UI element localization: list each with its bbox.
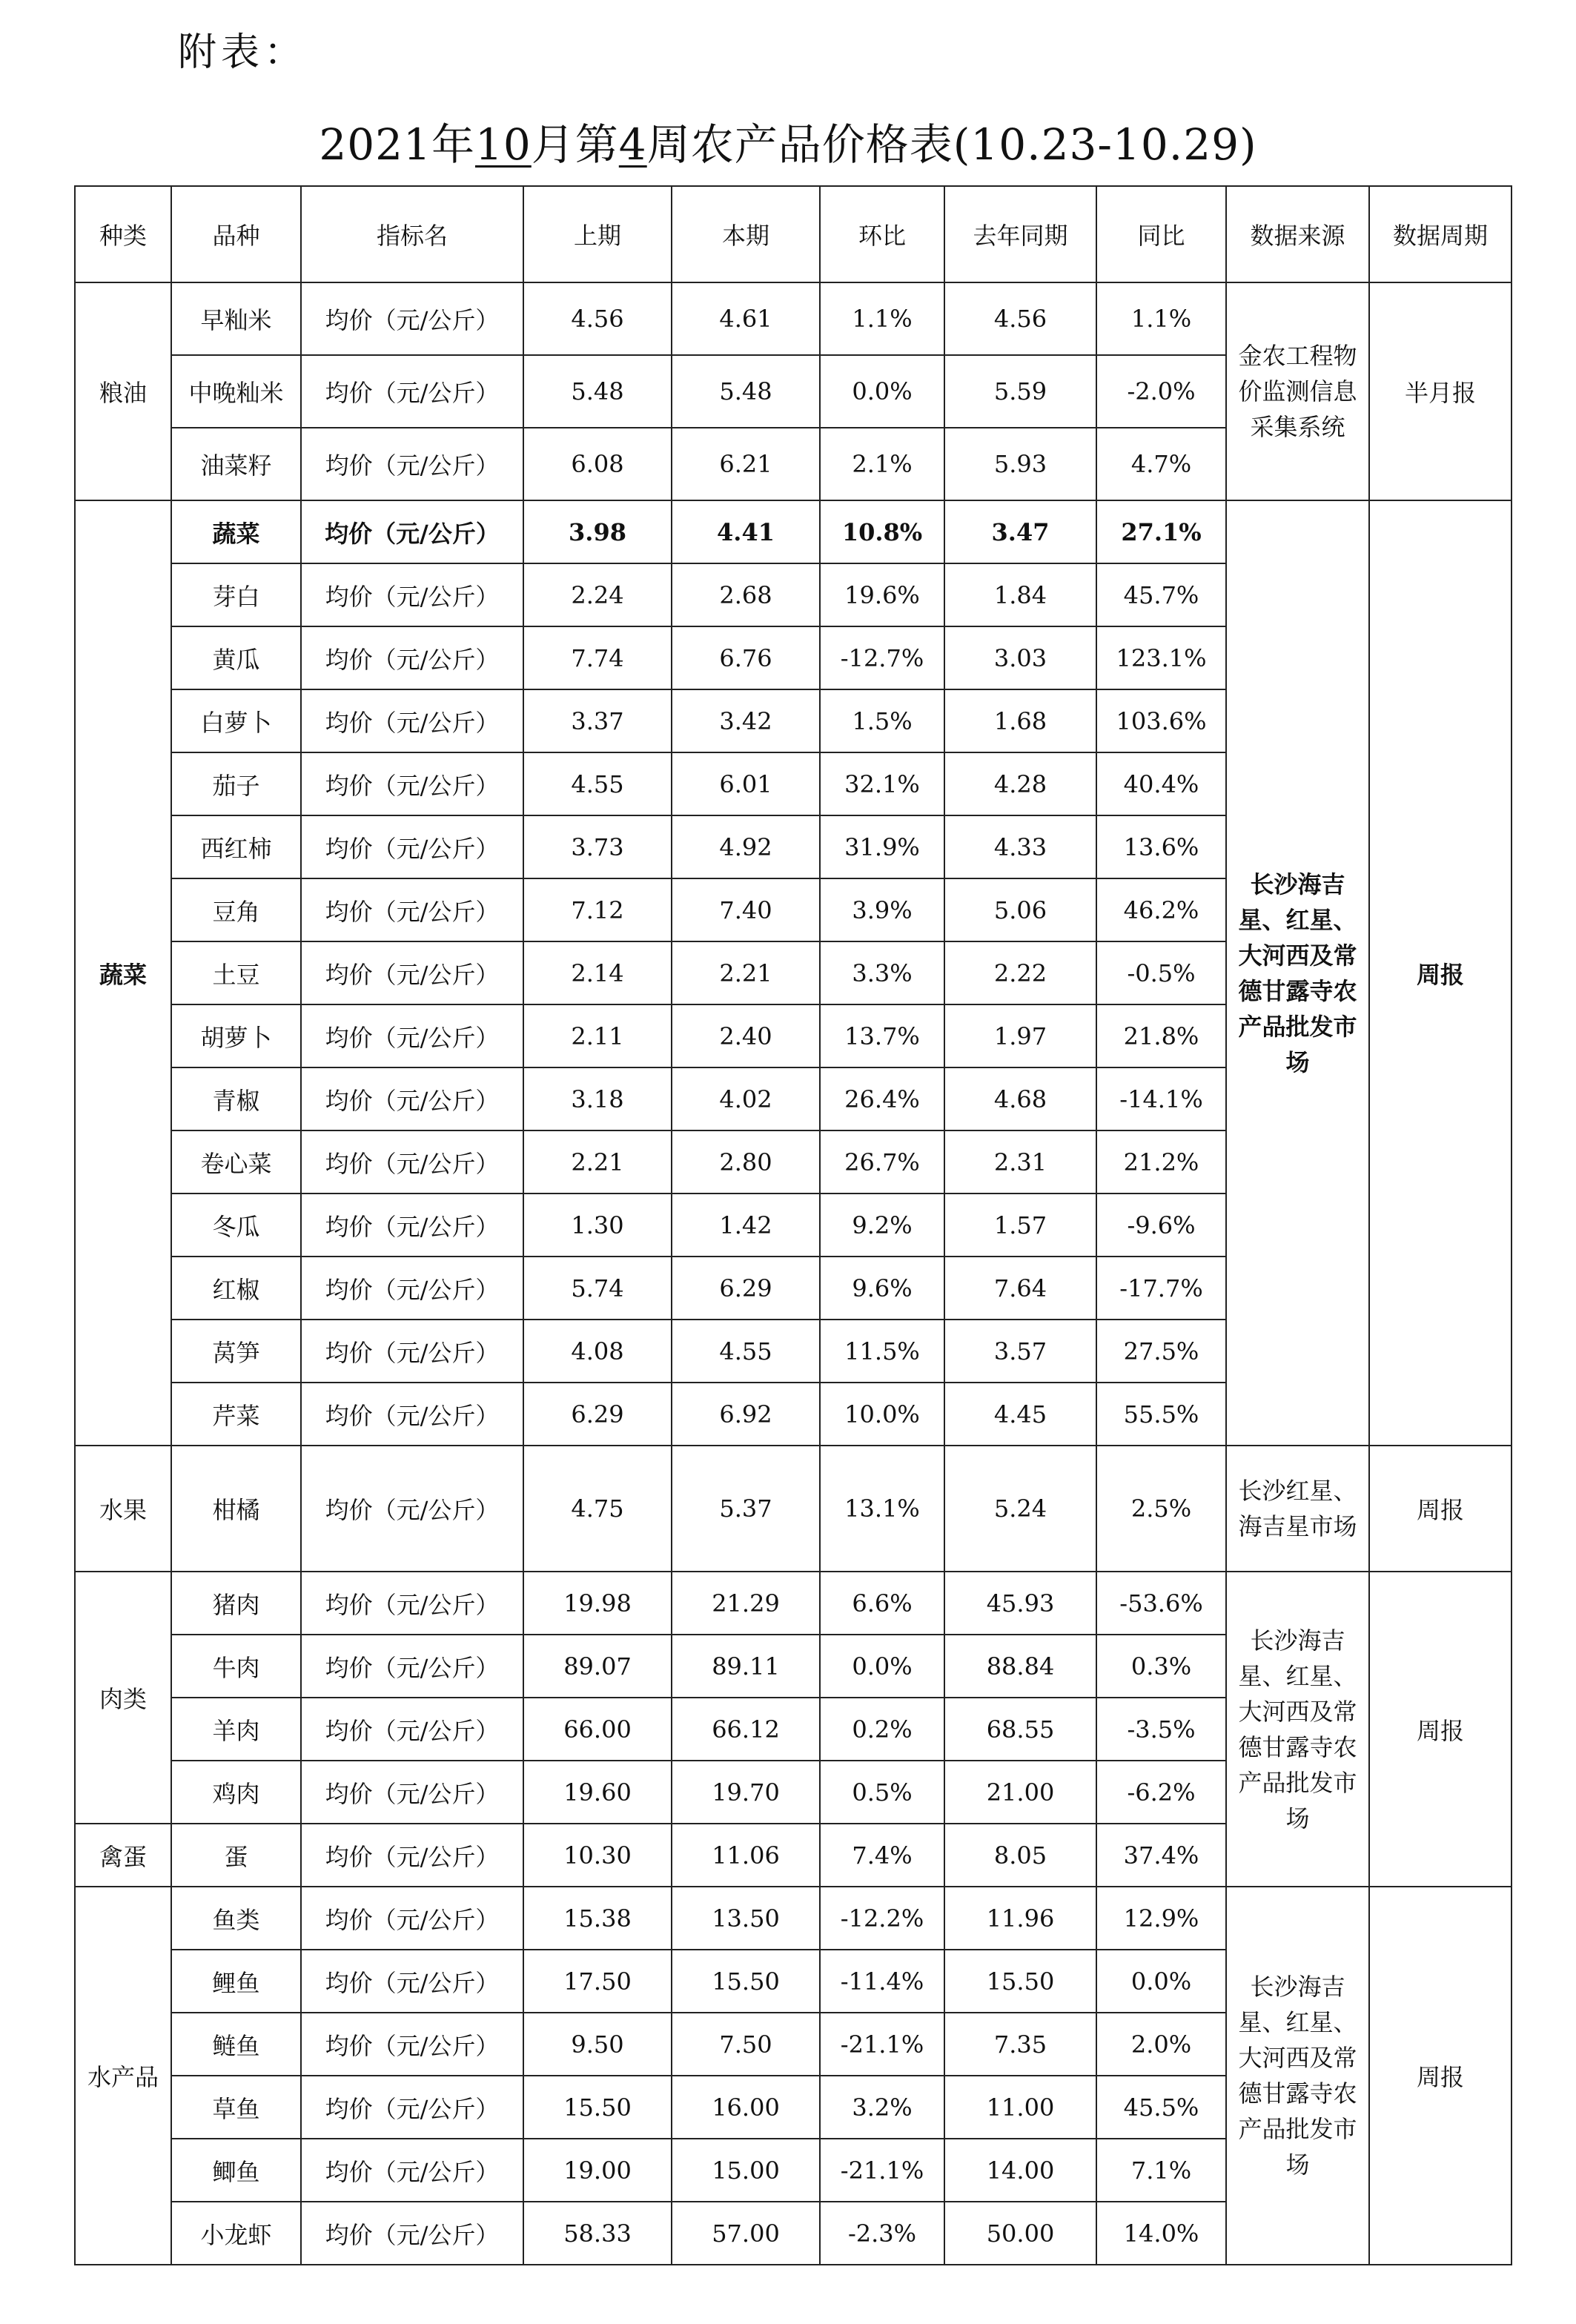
prev-cell: 2.24 — [523, 563, 672, 626]
last-year-cell: 3.47 — [944, 500, 1096, 563]
variety-cell: 柑橘 — [171, 1446, 301, 1572]
period-cell: 周报 — [1369, 500, 1512, 1446]
variety-cell: 早籼米 — [171, 282, 301, 355]
curr-cell: 6.92 — [672, 1383, 820, 1446]
last-year-cell: 4.28 — [944, 752, 1096, 815]
curr-cell: 6.21 — [672, 428, 820, 500]
mom-cell: 9.6% — [820, 1257, 944, 1320]
curr-cell: 7.50 — [672, 2013, 820, 2076]
variety-cell: 草鱼 — [171, 2076, 301, 2139]
prev-cell: 7.74 — [523, 626, 672, 689]
price-table — [74, 185, 1512, 2265]
prev-cell: 3.18 — [523, 1067, 672, 1130]
header-curr: 本期 — [672, 186, 820, 282]
variety-cell: 红椒 — [171, 1257, 301, 1320]
yoy-cell: -14.1% — [1096, 1067, 1226, 1130]
header-period: 数据周期 — [1369, 186, 1512, 282]
table-row — [75, 500, 1512, 563]
variety-cell: 鲤鱼 — [171, 1950, 301, 2013]
indicator-cell: 均价（元/公斤） — [301, 2139, 523, 2202]
curr-cell: 4.41 — [672, 500, 820, 563]
source-cell: 长沙红星、海吉星市场 — [1226, 1446, 1369, 1572]
last-year-cell: 3.03 — [944, 626, 1096, 689]
indicator-cell: 均价（元/公斤） — [301, 1320, 523, 1383]
mom-cell: 1.1% — [820, 282, 944, 355]
curr-cell: 3.42 — [672, 689, 820, 752]
yoy-cell: -0.5% — [1096, 941, 1226, 1004]
variety-cell: 莴笋 — [171, 1320, 301, 1383]
indicator-cell: 均价（元/公斤） — [301, 689, 523, 752]
prev-cell: 2.14 — [523, 941, 672, 1004]
variety-cell: 茄子 — [171, 752, 301, 815]
title-year-suffix: 年 — [431, 119, 475, 170]
yoy-cell: 12.9% — [1096, 1887, 1226, 1950]
last-year-cell: 5.06 — [944, 878, 1096, 941]
curr-cell: 4.02 — [672, 1067, 820, 1130]
prev-cell: 15.50 — [523, 2076, 672, 2139]
curr-cell: 66.12 — [672, 1698, 820, 1761]
indicator-cell: 均价（元/公斤） — [301, 1257, 523, 1320]
yoy-cell: 0.0% — [1096, 1950, 1226, 2013]
curr-cell: 4.61 — [672, 282, 820, 355]
prev-cell: 6.08 — [523, 428, 672, 500]
mom-cell: 9.2% — [820, 1194, 944, 1257]
category-cell: 肉类 — [75, 1572, 171, 1824]
source-cell: 长沙海吉星、红星、大河西及常德甘露寺农产品批发市场 — [1226, 500, 1369, 1446]
yoy-cell: 2.5% — [1096, 1446, 1226, 1572]
prev-cell: 7.12 — [523, 878, 672, 941]
title-week: 4 — [618, 119, 647, 170]
variety-cell: 豆角 — [171, 878, 301, 941]
table-row — [75, 1446, 1512, 1572]
yoy-cell: -6.2% — [1096, 1761, 1226, 1824]
mom-cell: 13.1% — [820, 1446, 944, 1572]
last-year-cell: 1.84 — [944, 563, 1096, 626]
mom-cell: 0.0% — [820, 1635, 944, 1698]
header-variety: 品种 — [171, 186, 301, 282]
last-year-cell: 45.93 — [944, 1572, 1096, 1635]
mom-cell: 1.5% — [820, 689, 944, 752]
source-cell: 长沙海吉星、红星、大河西及常德甘露寺农产品批发市场 — [1226, 1572, 1369, 1887]
prev-cell: 5.48 — [523, 355, 672, 428]
last-year-cell: 4.33 — [944, 815, 1096, 878]
yoy-cell: 123.1% — [1096, 626, 1226, 689]
mom-cell: 32.1% — [820, 752, 944, 815]
curr-cell: 6.76 — [672, 626, 820, 689]
attachment-label: 附表： — [178, 30, 308, 75]
yoy-cell: 13.6% — [1096, 815, 1226, 878]
last-year-cell: 4.45 — [944, 1383, 1096, 1446]
yoy-cell: 4.7% — [1096, 428, 1226, 500]
prev-cell: 19.98 — [523, 1572, 672, 1635]
indicator-cell: 均价（元/公斤） — [301, 941, 523, 1004]
header-yoy: 同比 — [1096, 186, 1226, 282]
variety-cell: 鱼类 — [171, 1887, 301, 1950]
header-last-year: 去年同期 — [944, 186, 1096, 282]
curr-cell: 2.21 — [672, 941, 820, 1004]
last-year-cell: 4.68 — [944, 1067, 1096, 1130]
prev-cell: 5.74 — [523, 1257, 672, 1320]
title-month: 10 — [474, 119, 532, 170]
indicator-cell: 均价（元/公斤） — [301, 428, 523, 500]
indicator-cell: 均价（元/公斤） — [301, 1194, 523, 1257]
variety-cell: 西红柿 — [171, 815, 301, 878]
prev-cell: 4.75 — [523, 1446, 672, 1572]
last-year-cell: 4.56 — [944, 282, 1096, 355]
mom-cell: 13.7% — [820, 1004, 944, 1067]
variety-cell: 冬瓜 — [171, 1194, 301, 1257]
variety-cell: 鲢鱼 — [171, 2013, 301, 2076]
variety-cell: 油菜籽 — [171, 428, 301, 500]
indicator-cell: 均价（元/公斤） — [301, 1130, 523, 1194]
last-year-cell: 50.00 — [944, 2202, 1096, 2265]
yoy-cell: 1.1% — [1096, 282, 1226, 355]
mom-cell: 7.4% — [820, 1824, 944, 1887]
title-year: 2021 — [319, 119, 431, 170]
indicator-cell: 均价（元/公斤） — [301, 1635, 523, 1698]
last-year-cell: 8.05 — [944, 1824, 1096, 1887]
indicator-cell: 均价（元/公斤） — [301, 1698, 523, 1761]
indicator-cell: 均价（元/公斤） — [301, 1067, 523, 1130]
curr-cell: 5.48 — [672, 355, 820, 428]
variety-cell: 鸡肉 — [171, 1761, 301, 1824]
title-month-suffix: 月第 — [531, 119, 619, 170]
yoy-cell: 21.2% — [1096, 1130, 1226, 1194]
variety-cell: 青椒 — [171, 1067, 301, 1130]
variety-cell: 卷心菜 — [171, 1130, 301, 1194]
last-year-cell: 88.84 — [944, 1635, 1096, 1698]
last-year-cell: 1.57 — [944, 1194, 1096, 1257]
variety-cell: 小龙虾 — [171, 2202, 301, 2265]
last-year-cell: 11.00 — [944, 2076, 1096, 2139]
indicator-cell: 均价（元/公斤） — [301, 626, 523, 689]
variety-cell: 芹菜 — [171, 1383, 301, 1446]
last-year-cell: 7.35 — [944, 2013, 1096, 2076]
mom-cell: -12.2% — [820, 1887, 944, 1950]
curr-cell: 16.00 — [672, 2076, 820, 2139]
header-prev: 上期 — [523, 186, 672, 282]
variety-cell: 黄瓜 — [171, 626, 301, 689]
yoy-cell: 46.2% — [1096, 878, 1226, 941]
prev-cell: 89.07 — [523, 1635, 672, 1698]
last-year-cell: 2.22 — [944, 941, 1096, 1004]
last-year-cell: 2.31 — [944, 1130, 1096, 1194]
mom-cell: 0.0% — [820, 355, 944, 428]
mom-cell: 3.2% — [820, 2076, 944, 2139]
mom-cell: 31.9% — [820, 815, 944, 878]
last-year-cell: 5.59 — [944, 355, 1096, 428]
yoy-cell: -17.7% — [1096, 1257, 1226, 1320]
variety-cell: 胡萝卜 — [171, 1004, 301, 1067]
yoy-cell: -2.0% — [1096, 355, 1226, 428]
yoy-cell: 40.4% — [1096, 752, 1226, 815]
last-year-cell: 5.93 — [944, 428, 1096, 500]
mom-cell: 19.6% — [820, 563, 944, 626]
curr-cell: 6.29 — [672, 1257, 820, 1320]
curr-cell: 19.70 — [672, 1761, 820, 1824]
curr-cell: 15.00 — [672, 2139, 820, 2202]
mom-cell: 6.6% — [820, 1572, 944, 1635]
curr-cell: 1.42 — [672, 1194, 820, 1257]
period-cell: 半月报 — [1369, 282, 1512, 500]
mom-cell: 26.4% — [820, 1067, 944, 1130]
prev-cell: 19.00 — [523, 2139, 672, 2202]
yoy-cell: 45.5% — [1096, 2076, 1226, 2139]
last-year-cell: 7.64 — [944, 1257, 1096, 1320]
yoy-cell: 37.4% — [1096, 1824, 1226, 1887]
table-row — [75, 282, 1512, 355]
last-year-cell: 21.00 — [944, 1761, 1096, 1824]
variety-cell: 猪肉 — [171, 1572, 301, 1635]
variety-cell: 芽白 — [171, 563, 301, 626]
yoy-cell: 14.0% — [1096, 2202, 1226, 2265]
indicator-cell: 均价（元/公斤） — [301, 878, 523, 941]
category-cell: 水果 — [75, 1446, 171, 1572]
curr-cell: 11.06 — [672, 1824, 820, 1887]
prev-cell: 2.11 — [523, 1004, 672, 1067]
last-year-cell: 5.24 — [944, 1446, 1096, 1572]
indicator-cell: 均价（元/公斤） — [301, 282, 523, 355]
curr-cell: 4.92 — [672, 815, 820, 878]
indicator-cell: 均价（元/公斤） — [301, 1383, 523, 1446]
variety-cell: 羊肉 — [171, 1698, 301, 1761]
last-year-cell: 1.97 — [944, 1004, 1096, 1067]
table-row — [75, 1887, 1512, 1950]
last-year-cell: 1.68 — [944, 689, 1096, 752]
yoy-cell: 103.6% — [1096, 689, 1226, 752]
mom-cell: 10.8% — [820, 500, 944, 563]
variety-cell: 鲫鱼 — [171, 2139, 301, 2202]
prev-cell: 3.37 — [523, 689, 672, 752]
header-category: 种类 — [75, 186, 171, 282]
prev-cell: 3.98 — [523, 500, 672, 563]
curr-cell: 89.11 — [672, 1635, 820, 1698]
indicator-cell: 均价（元/公斤） — [301, 2202, 523, 2265]
indicator-cell: 均价（元/公斤） — [301, 2013, 523, 2076]
curr-cell: 4.55 — [672, 1320, 820, 1383]
curr-cell: 57.00 — [672, 2202, 820, 2265]
title-rest: 周农产品价格表(10.23-10.29) — [646, 119, 1257, 170]
table-row — [75, 1572, 1512, 1635]
variety-cell: 蔬菜 — [171, 500, 301, 563]
prev-cell: 4.08 — [523, 1320, 672, 1383]
prev-cell: 9.50 — [523, 2013, 672, 2076]
variety-cell: 土豆 — [171, 941, 301, 1004]
yoy-cell: 7.1% — [1096, 2139, 1226, 2202]
curr-cell: 2.80 — [672, 1130, 820, 1194]
period-cell: 周报 — [1369, 1572, 1512, 1887]
variety-cell: 白萝卜 — [171, 689, 301, 752]
variety-cell: 牛肉 — [171, 1635, 301, 1698]
header-source: 数据来源 — [1226, 186, 1369, 282]
mom-cell: 3.9% — [820, 878, 944, 941]
indicator-cell: 均价（元/公斤） — [301, 1950, 523, 2013]
prev-cell: 2.21 — [523, 1130, 672, 1194]
indicator-cell: 均价（元/公斤） — [301, 1572, 523, 1635]
header-row — [75, 186, 1512, 282]
indicator-cell: 均价（元/公斤） — [301, 563, 523, 626]
yoy-cell: 21.8% — [1096, 1004, 1226, 1067]
variety-cell: 蛋 — [171, 1824, 301, 1887]
indicator-cell: 均价（元/公斤） — [301, 815, 523, 878]
yoy-cell: 2.0% — [1096, 2013, 1226, 2076]
period-cell: 周报 — [1369, 1887, 1512, 2265]
prev-cell: 15.38 — [523, 1887, 672, 1950]
mom-cell: 11.5% — [820, 1320, 944, 1383]
curr-cell: 2.40 — [672, 1004, 820, 1067]
yoy-cell: -53.6% — [1096, 1572, 1226, 1635]
yoy-cell: -3.5% — [1096, 1698, 1226, 1761]
curr-cell: 6.01 — [672, 752, 820, 815]
indicator-cell: 均价（元/公斤） — [301, 1824, 523, 1887]
source-cell: 长沙海吉星、红星、大河西及常德甘露寺农产品批发市场 — [1226, 1887, 1369, 2265]
prev-cell: 4.56 — [523, 282, 672, 355]
last-year-cell: 11.96 — [944, 1887, 1096, 1950]
header-indicator: 指标名 — [301, 186, 523, 282]
period-cell: 周报 — [1369, 1446, 1512, 1572]
header-mom: 环比 — [820, 186, 944, 282]
curr-cell: 7.40 — [672, 878, 820, 941]
indicator-cell: 均价（元/公斤） — [301, 1887, 523, 1950]
last-year-cell: 68.55 — [944, 1698, 1096, 1761]
category-cell: 粮油 — [75, 282, 171, 500]
yoy-cell: -9.6% — [1096, 1194, 1226, 1257]
indicator-cell: 均价（元/公斤） — [301, 500, 523, 563]
mom-cell: 2.1% — [820, 428, 944, 500]
mom-cell: 26.7% — [820, 1130, 944, 1194]
prev-cell: 66.00 — [523, 1698, 672, 1761]
prev-cell: 1.30 — [523, 1194, 672, 1257]
prev-cell: 6.29 — [523, 1383, 672, 1446]
mom-cell: -21.1% — [820, 2013, 944, 2076]
indicator-cell: 均价（元/公斤） — [301, 1446, 523, 1572]
source-cell: 金农工程物价监测信息采集系统 — [1226, 282, 1369, 500]
yoy-cell: 27.1% — [1096, 500, 1226, 563]
prev-cell: 3.73 — [523, 815, 672, 878]
yoy-cell: 0.3% — [1096, 1635, 1226, 1698]
prev-cell: 19.60 — [523, 1761, 672, 1824]
last-year-cell: 14.00 — [944, 2139, 1096, 2202]
yoy-cell: 55.5% — [1096, 1383, 1226, 1446]
yoy-cell: 45.7% — [1096, 563, 1226, 626]
indicator-cell: 均价（元/公斤） — [301, 752, 523, 815]
last-year-cell: 15.50 — [944, 1950, 1096, 2013]
mom-cell: 0.2% — [820, 1698, 944, 1761]
mom-cell: -21.1% — [820, 2139, 944, 2202]
mom-cell: 10.0% — [820, 1383, 944, 1446]
curr-cell: 5.37 — [672, 1446, 820, 1572]
indicator-cell: 均价（元/公斤） — [301, 2076, 523, 2139]
curr-cell: 13.50 — [672, 1887, 820, 1950]
yoy-cell: 27.5% — [1096, 1320, 1226, 1383]
curr-cell: 2.68 — [672, 563, 820, 626]
curr-cell: 21.29 — [672, 1572, 820, 1635]
category-cell: 蔬菜 — [75, 500, 171, 1446]
prev-cell: 17.50 — [523, 1950, 672, 2013]
mom-cell: -12.7% — [820, 626, 944, 689]
mom-cell: -2.3% — [820, 2202, 944, 2265]
indicator-cell: 均价（元/公斤） — [301, 1761, 523, 1824]
mom-cell: 3.3% — [820, 941, 944, 1004]
category-cell: 禽蛋 — [75, 1824, 171, 1887]
page-title — [0, 110, 1576, 172]
indicator-cell: 均价（元/公斤） — [301, 1004, 523, 1067]
prev-cell: 4.55 — [523, 752, 672, 815]
last-year-cell: 3.57 — [944, 1320, 1096, 1383]
curr-cell: 15.50 — [672, 1950, 820, 2013]
prev-cell: 10.30 — [523, 1824, 672, 1887]
variety-cell: 中晚籼米 — [171, 355, 301, 428]
category-cell: 水产品 — [75, 1887, 171, 2265]
indicator-cell: 均价（元/公斤） — [301, 355, 523, 428]
mom-cell: -11.4% — [820, 1950, 944, 2013]
mom-cell: 0.5% — [820, 1761, 944, 1824]
prev-cell: 58.33 — [523, 2202, 672, 2265]
